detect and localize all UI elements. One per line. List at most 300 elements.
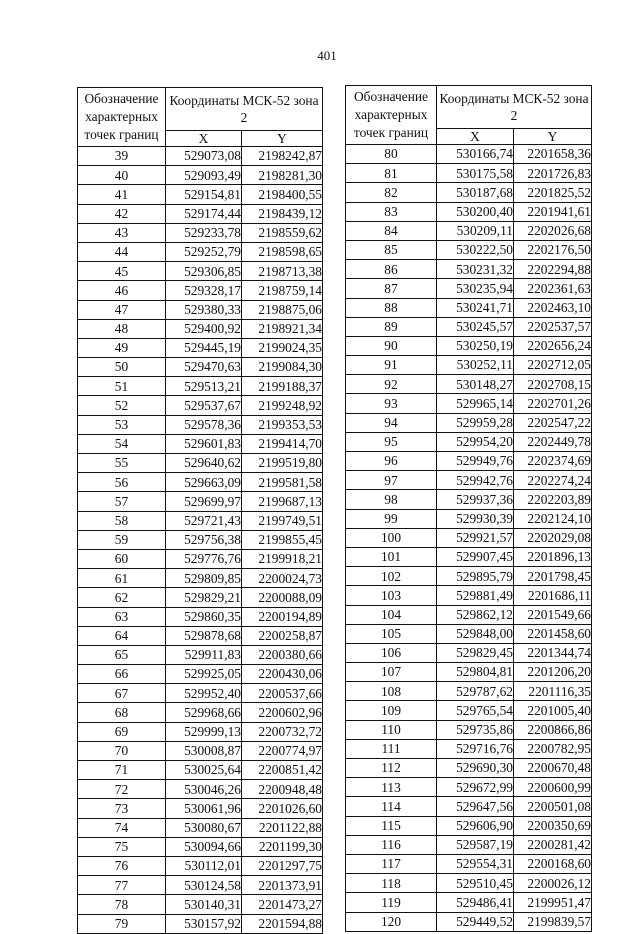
point-number-cell: 54 [78, 434, 166, 453]
point-number-cell: 73 [78, 799, 166, 818]
y-coordinate-cell: 2201005,40 [514, 701, 592, 720]
x-coordinate-cell: 530245,57 [437, 317, 514, 336]
y-coordinate-cell: 2202026,68 [514, 221, 592, 240]
x-coordinate-cell: 530235,94 [437, 279, 514, 298]
x-coordinate-cell: 529911,83 [166, 645, 242, 664]
table-row [78, 722, 323, 741]
y-coordinate-cell: 2200670,48 [514, 759, 592, 778]
x-coordinate-cell: 529252,79 [166, 242, 242, 261]
y-coordinate-cell: 2198921,34 [242, 319, 323, 338]
y-coordinate-cell: 2198439,12 [242, 204, 323, 223]
x-coordinate-cell: 529925,05 [166, 665, 242, 684]
y-coordinate-cell: 2201206,20 [514, 663, 592, 682]
y-coordinate-cell: 2201658,36 [514, 145, 592, 164]
point-number-cell: 91 [346, 356, 437, 375]
y-coordinate-cell: 2202708,15 [514, 375, 592, 394]
point-number-cell: 93 [346, 394, 437, 413]
x-coordinate-cell: 529721,43 [166, 511, 242, 530]
table-row [78, 780, 323, 799]
point-number-cell: 59 [78, 530, 166, 549]
point-number-cell: 89 [346, 317, 437, 336]
x-coordinate-cell: 529804,81 [437, 663, 514, 682]
table-row [78, 569, 323, 588]
y-coordinate-cell: 2200782,95 [514, 739, 592, 758]
x-coordinate-cell: 529942,76 [437, 471, 514, 490]
x-coordinate-cell: 530157,92 [166, 914, 242, 933]
y-coordinate-cell: 2199353,53 [242, 415, 323, 434]
table-row [346, 164, 592, 183]
y-coordinate-cell: 2200026,12 [514, 874, 592, 893]
point-number-cell: 66 [78, 665, 166, 684]
x-coordinate-cell: 529486,41 [437, 893, 514, 912]
point-number-cell: 47 [78, 300, 166, 319]
point-number-cell: 62 [78, 588, 166, 607]
table-row [346, 375, 592, 394]
table-row [346, 432, 592, 451]
coordinates-group-header: Координаты МСК-52 зона 2 [166, 88, 323, 131]
y-coordinate-cell: 2201686,11 [514, 586, 592, 605]
y-coordinate-cell: 2201473,27 [242, 895, 323, 914]
y-coordinate-cell: 2201594,88 [242, 914, 323, 933]
table-row [78, 185, 323, 204]
point-number-cell: 120 [346, 912, 437, 931]
y-coordinate-cell: 2200430,06 [242, 665, 323, 684]
x-coordinate-cell: 529073,08 [166, 147, 242, 166]
point-number-cell: 63 [78, 607, 166, 626]
x-coordinate-cell: 529554,31 [437, 854, 514, 873]
x-coordinate-cell: 529640,62 [166, 454, 242, 473]
y-coordinate-cell: 2202712,05 [514, 356, 592, 375]
table-row [346, 701, 592, 720]
x-coordinate-cell: 529606,90 [437, 816, 514, 835]
table-row [346, 739, 592, 758]
point-number-cell: 100 [346, 528, 437, 547]
table-row [78, 377, 323, 396]
point-number-cell: 65 [78, 645, 166, 664]
x-coordinate-cell: 530175,58 [437, 164, 514, 183]
x-coordinate-cell: 530124,58 [166, 876, 242, 895]
table-row [346, 221, 592, 240]
point-number-cell: 70 [78, 741, 166, 760]
y-coordinate-cell: 2199519,80 [242, 454, 323, 473]
y-coordinate-cell: 2201026,60 [242, 799, 323, 818]
table-row [78, 358, 323, 377]
coordinates-table-left [77, 87, 323, 934]
table-row [346, 893, 592, 912]
point-number-cell: 117 [346, 854, 437, 873]
point-number-cell: 96 [346, 452, 437, 471]
x-coordinate-cell: 529470,63 [166, 358, 242, 377]
x-coordinate-cell: 529954,20 [437, 432, 514, 451]
table-row [78, 300, 323, 319]
point-number-cell: 44 [78, 242, 166, 261]
x-coordinate-cell: 530187,68 [437, 183, 514, 202]
y-coordinate-cell: 2199839,57 [514, 912, 592, 931]
points-label-header: Обозначение характерных точек границ [346, 86, 437, 145]
table-row [78, 588, 323, 607]
table-row [78, 761, 323, 780]
point-number-cell: 99 [346, 509, 437, 528]
y-coordinate-cell: 2200602,96 [242, 703, 323, 722]
y-coordinate-cell: 2199248,92 [242, 396, 323, 415]
y-coordinate-cell: 2202374,69 [514, 452, 592, 471]
point-number-cell: 114 [346, 797, 437, 816]
table-row [346, 145, 592, 164]
x-coordinate-cell: 529328,17 [166, 281, 242, 300]
point-number-cell: 75 [78, 837, 166, 856]
x-coordinate-cell: 530241,71 [437, 298, 514, 317]
point-number-cell: 72 [78, 780, 166, 799]
point-number-cell: 86 [346, 260, 437, 279]
y-coordinate-cell: 2200948,48 [242, 780, 323, 799]
table-row [346, 643, 592, 662]
x-coordinate-cell: 529968,66 [166, 703, 242, 722]
point-number-cell: 84 [346, 221, 437, 240]
point-number-cell: 67 [78, 684, 166, 703]
x-coordinate-cell: 529765,54 [437, 701, 514, 720]
table-row [78, 665, 323, 684]
y-coordinate-cell: 2198713,38 [242, 262, 323, 281]
table-row [346, 874, 592, 893]
table-row [346, 452, 592, 471]
table-row [78, 607, 323, 626]
table-row [78, 223, 323, 242]
table-row [78, 741, 323, 760]
point-number-cell: 88 [346, 298, 437, 317]
table-row [346, 605, 592, 624]
x-coordinate-cell: 530252,11 [437, 356, 514, 375]
x-coordinate-cell: 529860,35 [166, 607, 242, 626]
x-coordinate-cell: 530231,32 [437, 260, 514, 279]
table-row [78, 549, 323, 568]
y-coordinate-cell: 2198281,30 [242, 166, 323, 185]
x-coordinate-cell: 530250,19 [437, 336, 514, 355]
y-coordinate-cell: 2201798,45 [514, 567, 592, 586]
coordinates-group-header: Координаты МСК-52 зона 2 [437, 86, 592, 129]
table-row [78, 818, 323, 837]
x-coordinate-cell: 529787,62 [437, 682, 514, 701]
point-number-cell: 74 [78, 818, 166, 837]
x-coordinate-cell: 530025,64 [166, 761, 242, 780]
x-coordinate-cell: 529776,76 [166, 549, 242, 568]
x-coordinate-cell: 530061,96 [166, 799, 242, 818]
point-number-cell: 40 [78, 166, 166, 185]
y-coordinate-cell: 2199855,45 [242, 530, 323, 549]
x-coordinate-cell: 529510,45 [437, 874, 514, 893]
table-row [346, 759, 592, 778]
point-number-cell: 41 [78, 185, 166, 204]
table-row [78, 338, 323, 357]
table-row [78, 530, 323, 549]
x-coordinate-cell: 529949,76 [437, 452, 514, 471]
x-coordinate-cell: 529306,85 [166, 262, 242, 281]
point-number-cell: 105 [346, 624, 437, 643]
y-coordinate-cell: 2201116,35 [514, 682, 592, 701]
x-coordinate-cell: 529449,52 [437, 912, 514, 931]
table-row [346, 624, 592, 643]
x-coordinate-cell: 530094,66 [166, 837, 242, 856]
y-coordinate-cell: 2199188,37 [242, 377, 323, 396]
table-row [346, 720, 592, 739]
x-column-header: X [166, 130, 242, 146]
point-number-cell: 83 [346, 202, 437, 221]
table-row [78, 703, 323, 722]
point-number-cell: 97 [346, 471, 437, 490]
y-coordinate-cell: 2201825,52 [514, 183, 592, 202]
x-coordinate-cell: 529965,14 [437, 394, 514, 413]
table-body-left [78, 147, 323, 934]
table-row [78, 281, 323, 300]
point-number-cell: 50 [78, 358, 166, 377]
point-number-cell: 115 [346, 816, 437, 835]
table-row [346, 854, 592, 873]
point-number-cell: 53 [78, 415, 166, 434]
x-coordinate-cell: 529921,57 [437, 528, 514, 547]
y-coordinate-cell: 2200088,09 [242, 588, 323, 607]
x-coordinate-cell: 530046,26 [166, 780, 242, 799]
x-coordinate-cell: 529999,13 [166, 722, 242, 741]
table-row [346, 413, 592, 432]
x-coordinate-cell: 529809,85 [166, 569, 242, 588]
y-coordinate-cell: 2200281,42 [514, 835, 592, 854]
table-row [346, 663, 592, 682]
point-number-cell: 101 [346, 547, 437, 566]
x-coordinate-cell: 529647,56 [437, 797, 514, 816]
table-row [346, 797, 592, 816]
point-number-cell: 85 [346, 240, 437, 259]
y-coordinate-cell: 2202449,78 [514, 432, 592, 451]
x-coordinate-cell: 529756,38 [166, 530, 242, 549]
point-number-cell: 69 [78, 722, 166, 741]
x-coordinate-cell: 529380,33 [166, 300, 242, 319]
table-row [346, 202, 592, 221]
y-coordinate-cell: 2198875,06 [242, 300, 323, 319]
point-number-cell: 112 [346, 759, 437, 778]
table-row [78, 434, 323, 453]
table-row [346, 317, 592, 336]
x-coordinate-cell: 529878,68 [166, 626, 242, 645]
y-coordinate-cell: 2199024,35 [242, 338, 323, 357]
y-coordinate-cell: 2199084,30 [242, 358, 323, 377]
y-coordinate-cell: 2200024,73 [242, 569, 323, 588]
point-number-cell: 49 [78, 338, 166, 357]
table-row [78, 626, 323, 645]
x-coordinate-cell: 529907,45 [437, 547, 514, 566]
y-coordinate-cell: 2202274,24 [514, 471, 592, 490]
x-coordinate-cell: 529663,09 [166, 473, 242, 492]
x-coordinate-cell: 530112,01 [166, 856, 242, 875]
point-number-cell: 61 [78, 569, 166, 588]
table-row [346, 471, 592, 490]
y-coordinate-cell: 2202029,08 [514, 528, 592, 547]
point-number-cell: 79 [78, 914, 166, 933]
table-row [78, 473, 323, 492]
point-number-cell: 106 [346, 643, 437, 662]
table-row [346, 183, 592, 202]
points-label-header: Обозначение характерных точек границ [78, 88, 166, 147]
point-number-cell: 51 [78, 377, 166, 396]
y-coordinate-cell: 2202203,89 [514, 490, 592, 509]
point-number-cell: 113 [346, 778, 437, 797]
point-number-cell: 68 [78, 703, 166, 722]
x-coordinate-cell: 529174,44 [166, 204, 242, 223]
table-row [346, 816, 592, 835]
x-coordinate-cell: 529937,36 [437, 490, 514, 509]
table-row [346, 912, 592, 931]
y-coordinate-cell: 2202701,26 [514, 394, 592, 413]
y-coordinate-cell: 2200258,87 [242, 626, 323, 645]
x-coordinate-cell: 529952,40 [166, 684, 242, 703]
x-coordinate-cell: 529930,39 [437, 509, 514, 528]
y-coordinate-cell: 2201549,66 [514, 605, 592, 624]
x-coordinate-cell: 529587,19 [437, 835, 514, 854]
y-coordinate-cell: 2200380,66 [242, 645, 323, 664]
table-row [346, 835, 592, 854]
table-row [346, 298, 592, 317]
table-row [346, 336, 592, 355]
x-coordinate-cell: 529735,86 [437, 720, 514, 739]
point-number-cell: 119 [346, 893, 437, 912]
y-coordinate-cell: 2201458,60 [514, 624, 592, 643]
y-coordinate-cell: 2201896,13 [514, 547, 592, 566]
x-coordinate-cell: 529848,00 [437, 624, 514, 643]
point-number-cell: 48 [78, 319, 166, 338]
point-number-cell: 77 [78, 876, 166, 895]
coordinates-table-right [345, 85, 592, 932]
point-number-cell: 52 [78, 396, 166, 415]
x-coordinate-cell: 529601,83 [166, 434, 242, 453]
y-coordinate-cell: 2200732,72 [242, 722, 323, 741]
y-coordinate-cell: 2202176,50 [514, 240, 592, 259]
point-number-cell: 118 [346, 874, 437, 893]
point-number-cell: 78 [78, 895, 166, 914]
x-coordinate-cell: 530200,40 [437, 202, 514, 221]
table-row [346, 547, 592, 566]
y-coordinate-cell: 2202361,63 [514, 279, 592, 298]
x-coordinate-cell: 529690,30 [437, 759, 514, 778]
y-coordinate-cell: 2198400,55 [242, 185, 323, 204]
y-column-header: Y [514, 128, 592, 144]
y-coordinate-cell: 2200600,99 [514, 778, 592, 797]
point-number-cell: 109 [346, 701, 437, 720]
y-coordinate-cell: 2198759,14 [242, 281, 323, 300]
point-number-cell: 46 [78, 281, 166, 300]
y-coordinate-cell: 2201373,91 [242, 876, 323, 895]
table-row [346, 586, 592, 605]
table-row [78, 415, 323, 434]
y-coordinate-cell: 2199581,58 [242, 473, 323, 492]
table-row [78, 876, 323, 895]
table-row [78, 895, 323, 914]
table-row [346, 240, 592, 259]
table-body-right [346, 145, 592, 932]
table-row [78, 511, 323, 530]
point-number-cell: 102 [346, 567, 437, 586]
table-row [78, 396, 323, 415]
x-coordinate-cell: 529513,21 [166, 377, 242, 396]
table-row [78, 837, 323, 856]
point-number-cell: 108 [346, 682, 437, 701]
table-row [78, 319, 323, 338]
table-row [78, 204, 323, 223]
page-number: 401 [317, 48, 337, 63]
point-number-cell: 111 [346, 739, 437, 758]
y-coordinate-cell: 2198242,87 [242, 147, 323, 166]
table-row [78, 454, 323, 473]
table-row [346, 394, 592, 413]
point-number-cell: 76 [78, 856, 166, 875]
point-number-cell: 90 [346, 336, 437, 355]
y-coordinate-cell: 2200168,60 [514, 854, 592, 873]
point-number-cell: 104 [346, 605, 437, 624]
y-coordinate-cell: 2200774,97 [242, 741, 323, 760]
table-row [346, 509, 592, 528]
table-row [78, 856, 323, 875]
table-row [346, 279, 592, 298]
y-coordinate-cell: 2201941,61 [514, 202, 592, 221]
point-number-cell: 60 [78, 549, 166, 568]
x-coordinate-cell: 529233,78 [166, 223, 242, 242]
y-column-header: Y [242, 130, 323, 146]
point-number-cell: 56 [78, 473, 166, 492]
x-coordinate-cell: 530140,31 [166, 895, 242, 914]
point-number-cell: 58 [78, 511, 166, 530]
table-row [78, 492, 323, 511]
x-coordinate-cell: 530080,67 [166, 818, 242, 837]
x-coordinate-cell: 529716,76 [437, 739, 514, 758]
y-coordinate-cell: 2199749,51 [242, 511, 323, 530]
point-number-cell: 94 [346, 413, 437, 432]
y-coordinate-cell: 2198559,62 [242, 223, 323, 242]
x-coordinate-cell: 529959,28 [437, 413, 514, 432]
table-row [346, 567, 592, 586]
point-number-cell: 64 [78, 626, 166, 645]
y-coordinate-cell: 2201297,75 [242, 856, 323, 875]
table-row [78, 914, 323, 933]
y-coordinate-cell: 2200537,66 [242, 684, 323, 703]
x-coordinate-cell: 529445,19 [166, 338, 242, 357]
point-number-cell: 107 [346, 663, 437, 682]
x-coordinate-cell: 530209,11 [437, 221, 514, 240]
x-coordinate-cell: 530222,50 [437, 240, 514, 259]
y-coordinate-cell: 2199687,13 [242, 492, 323, 511]
x-coordinate-cell: 529862,12 [437, 605, 514, 624]
y-coordinate-cell: 2202547,22 [514, 413, 592, 432]
point-number-cell: 98 [346, 490, 437, 509]
x-coordinate-cell: 529093,49 [166, 166, 242, 185]
x-coordinate-cell: 529400,92 [166, 319, 242, 338]
y-coordinate-cell: 2199951,47 [514, 893, 592, 912]
y-coordinate-cell: 2200194,89 [242, 607, 323, 626]
point-number-cell: 92 [346, 375, 437, 394]
y-coordinate-cell: 2201122,88 [242, 818, 323, 837]
x-coordinate-cell: 529154,81 [166, 185, 242, 204]
x-coordinate-cell: 530008,87 [166, 741, 242, 760]
point-number-cell: 82 [346, 183, 437, 202]
y-coordinate-cell: 2200350,69 [514, 816, 592, 835]
table-row [346, 356, 592, 375]
x-coordinate-cell: 529578,36 [166, 415, 242, 434]
y-coordinate-cell: 2202537,57 [514, 317, 592, 336]
x-column-header: X [437, 128, 514, 144]
table-row [346, 490, 592, 509]
x-coordinate-cell: 529672,99 [437, 778, 514, 797]
table-row [78, 166, 323, 185]
y-coordinate-cell: 2200851,42 [242, 761, 323, 780]
point-number-cell: 87 [346, 279, 437, 298]
y-coordinate-cell: 2200866,86 [514, 720, 592, 739]
y-coordinate-cell: 2202656,24 [514, 336, 592, 355]
